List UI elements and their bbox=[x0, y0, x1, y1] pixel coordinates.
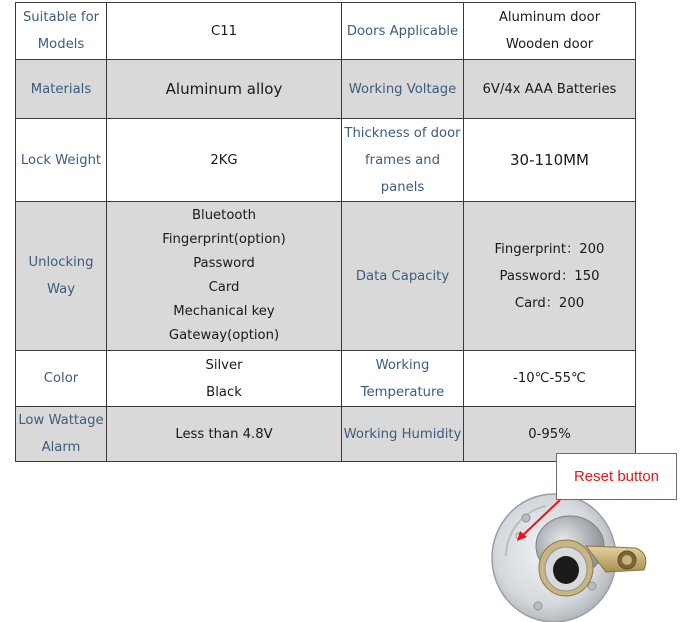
label-line: Materials bbox=[30, 81, 92, 97]
value-line: Password：150 bbox=[499, 268, 600, 284]
value-line: 6V/4x AAA Batteries bbox=[482, 81, 617, 97]
value-model bbox=[107, 3, 342, 60]
label-working-voltage bbox=[342, 60, 464, 119]
label-line: panels bbox=[380, 179, 425, 195]
label-line: Suitable for bbox=[22, 10, 100, 25]
value-line: 0-95% bbox=[528, 426, 571, 442]
label-line: frames and bbox=[365, 152, 440, 168]
label-working-temperature bbox=[342, 351, 464, 407]
label-data-capacity bbox=[342, 202, 464, 351]
value-line: 30-110MM bbox=[509, 150, 589, 169]
value-line: C11 bbox=[211, 23, 237, 39]
label-doors-applicable bbox=[342, 3, 464, 60]
value-colors bbox=[107, 351, 342, 407]
value-data-capacity bbox=[464, 202, 636, 351]
label-line: Low Wattage bbox=[18, 413, 104, 428]
label-line: Unlocking bbox=[28, 255, 94, 270]
label-line: Doors Applicable bbox=[346, 23, 459, 39]
label-door-thickness bbox=[342, 119, 464, 202]
value-line: Less than 4.8V bbox=[175, 426, 273, 442]
label-line: Working Voltage bbox=[348, 81, 457, 97]
label-line: Color bbox=[43, 371, 79, 386]
label-line: Models bbox=[37, 37, 85, 52]
value-voltage bbox=[464, 60, 636, 119]
label-line: Working Humidity bbox=[343, 426, 462, 442]
value-weight bbox=[107, 119, 342, 202]
label-line: Lock Weight bbox=[20, 152, 102, 168]
label-color bbox=[16, 351, 107, 407]
label-line: Working bbox=[375, 357, 430, 373]
label-low-wattage-alarm bbox=[16, 407, 107, 462]
value-line: Black bbox=[206, 384, 242, 400]
value-line: Silver bbox=[205, 357, 243, 373]
value-line: Wooden door bbox=[505, 37, 594, 52]
value-temperature bbox=[464, 351, 636, 407]
label-line: Temperature bbox=[360, 384, 445, 400]
value-line: Aluminum door bbox=[498, 10, 601, 25]
reset-button-callout bbox=[556, 453, 677, 500]
value-unlocking-methods bbox=[107, 202, 342, 351]
table-row bbox=[16, 3, 636, 60]
label-materials bbox=[16, 60, 107, 119]
value-line: Password bbox=[193, 256, 255, 271]
spec-table bbox=[15, 2, 636, 462]
label-line: Way bbox=[46, 282, 76, 297]
label-line: Data Capacity bbox=[355, 268, 450, 284]
table-row bbox=[16, 407, 636, 462]
value-line: 2KG bbox=[210, 152, 238, 168]
table-row bbox=[16, 351, 636, 407]
label-lock-weight bbox=[16, 119, 107, 202]
value-thickness bbox=[464, 119, 636, 202]
table-row bbox=[16, 119, 636, 202]
value-line: Fingerprint：200 bbox=[494, 241, 605, 257]
table-row bbox=[16, 60, 636, 119]
value-line: Gateway(option) bbox=[168, 328, 280, 343]
label-suitable-models bbox=[16, 3, 107, 60]
value-line: Card bbox=[208, 280, 240, 295]
value-line: Aluminum alloy bbox=[165, 79, 283, 98]
value-doors bbox=[464, 3, 636, 60]
value-line: -10℃-55℃ bbox=[513, 371, 586, 386]
lock-cylinder-photo bbox=[486, 486, 656, 622]
value-line: Fingerprint(option) bbox=[162, 232, 286, 247]
callout-label: Reset button bbox=[573, 468, 660, 485]
value-line: Mechanical key bbox=[173, 304, 275, 319]
table-row bbox=[16, 202, 636, 351]
value-line: Card：200 bbox=[514, 295, 585, 311]
label-line: Alarm bbox=[41, 440, 81, 455]
label-unlocking-way bbox=[16, 202, 107, 351]
value-low-wattage bbox=[107, 407, 342, 462]
label-line: Thickness of door bbox=[344, 125, 461, 141]
value-materials bbox=[107, 60, 342, 119]
label-working-humidity bbox=[342, 407, 464, 462]
value-line: Bluetooth bbox=[191, 208, 257, 223]
